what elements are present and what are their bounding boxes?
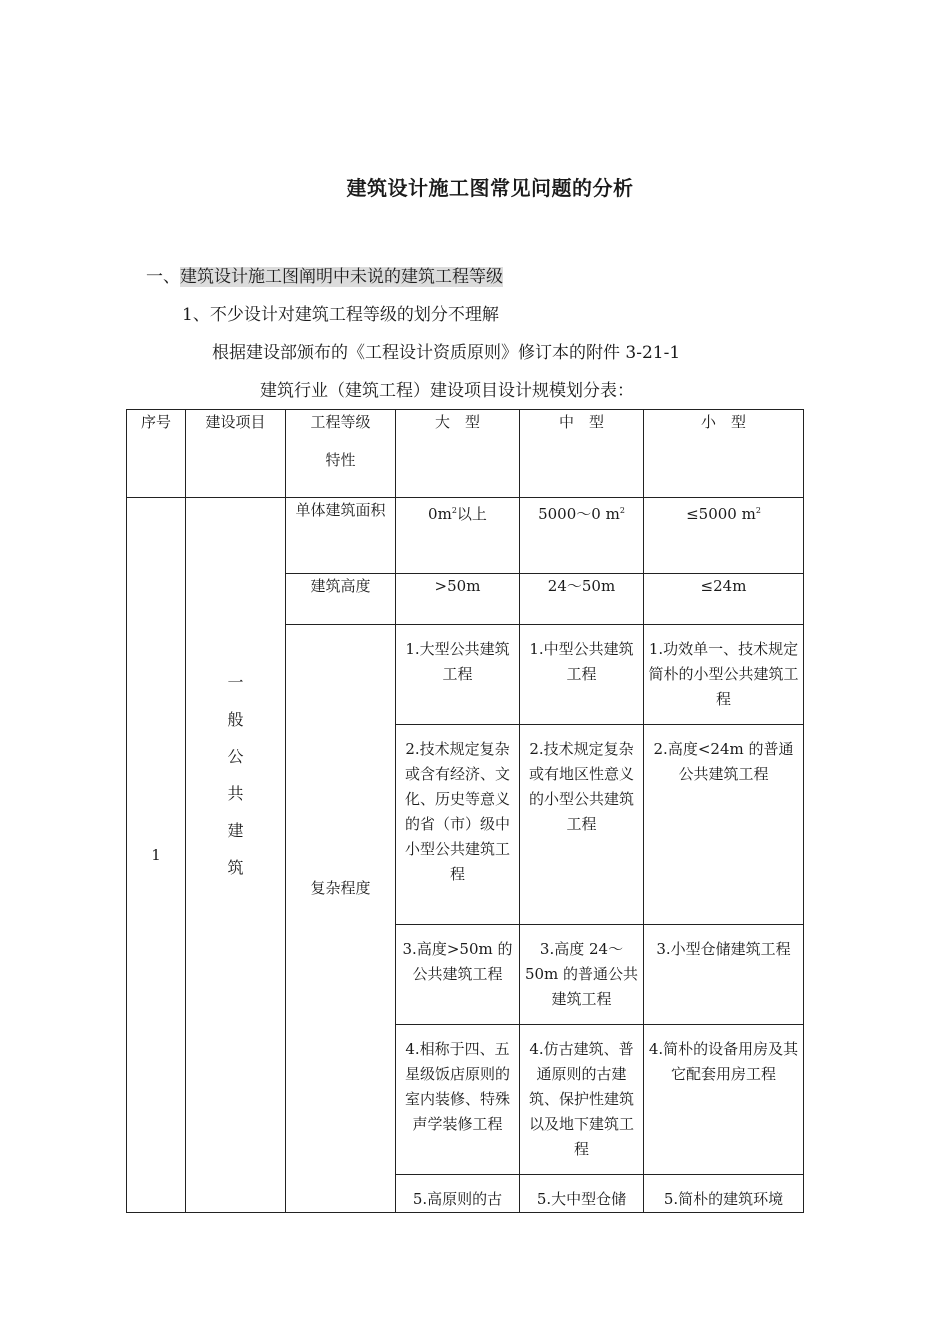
area-medium: [520, 498, 644, 574]
table-header-row: [127, 410, 804, 498]
project-name: 一般公共建筑: [227, 673, 244, 877]
complexity-3-large: 3.高度>50m 的公共建筑工程: [396, 925, 520, 1025]
area-label: 单体建筑面积: [286, 498, 396, 574]
area-large-value: 0m: [428, 505, 452, 523]
header-medium: 中 型: [520, 410, 644, 498]
section-number: 一、: [146, 267, 180, 287]
complexity-2-medium: 2.技术规定复杂或有地区性意义的小型公共建筑工程: [520, 725, 644, 925]
complexity-3-medium: 3.高度 24～50m 的普通公共建筑工程: [520, 925, 644, 1025]
complexity-4-small: 4.简朴的设备用房及其它配套用房工程: [644, 1025, 804, 1175]
height-large: >50m: [396, 574, 520, 625]
area-large: [396, 498, 520, 574]
header-grade-line2: 特性: [325, 451, 356, 469]
paragraph-reference: 根据建设部颁布的《工程设计资质原则》修订本的附件 3-21-1: [212, 343, 681, 363]
complexity-1-small: 1.功效单一、技术规定简朴的小型公共建筑工程: [644, 625, 804, 725]
complexity-5-large: 5.高原则的古: [396, 1175, 520, 1213]
complexity-4-large: 4.相称于四、五星级饭店原则的室内装修、特殊声学装修工程: [396, 1025, 520, 1175]
scale-classification-table: [126, 409, 804, 1213]
complexity-1-large: 1.大型公共建筑工程: [396, 625, 520, 725]
table-row-area: [127, 498, 804, 574]
complexity-2-large: 2.技术规定复杂或含有经济、文化、历史等意义的省（市）级中小型公共建筑工程: [396, 725, 520, 925]
seq-cell: 1: [127, 498, 186, 1213]
header-project: 建设项目: [186, 410, 286, 498]
table-caption: 建筑行业（建筑工程）建设项目设计规模划分表：: [260, 381, 634, 401]
header-grade-line1: 工程等级: [310, 413, 371, 431]
header-small: 小 型: [644, 410, 804, 498]
complexity-label: 复杂程度: [286, 625, 396, 1213]
complexity-4-medium: 4.仿古建筑、普通原则的古建筑、保护性建筑以及地下建筑工程: [520, 1025, 644, 1175]
section-heading-text: 建筑设计施工图阐明中未说的建筑工程等级: [180, 267, 503, 287]
complexity-2-small: 2.高度<24m 的普通公共建筑工程: [644, 725, 804, 925]
document-title: 建筑设计施工图常见问题的分析: [346, 176, 634, 200]
complexity-5-small: 5.简朴的建筑环境: [644, 1175, 804, 1213]
complexity-1-medium: 1.中型公共建筑工程: [520, 625, 644, 725]
header-seq: 序号: [127, 410, 186, 498]
height-label: 建筑高度: [286, 574, 396, 625]
header-grade: [286, 410, 396, 498]
area-small-unit: 2: [755, 506, 761, 515]
complexity-5-medium: 5.大中型仓储: [520, 1175, 644, 1213]
section-heading: [146, 262, 503, 287]
area-small: [644, 498, 804, 574]
area-medium-value: 5000～0 m: [538, 505, 620, 523]
area-medium-unit: 2: [619, 506, 625, 515]
subsection-heading: 1、不少设计对建筑工程等级的划分不理解: [182, 305, 499, 325]
area-small-value: ≤5000 m: [686, 505, 756, 523]
area-large-suffix: 以上: [456, 505, 487, 523]
height-small: ≤24m: [644, 574, 804, 625]
area-large-unit: 2: [451, 506, 457, 515]
header-large: 大 型: [396, 410, 520, 498]
project-cell: [186, 498, 286, 1213]
complexity-3-small: 3.小型仓储建筑工程: [644, 925, 804, 1025]
height-medium: 24～50m: [520, 574, 644, 625]
